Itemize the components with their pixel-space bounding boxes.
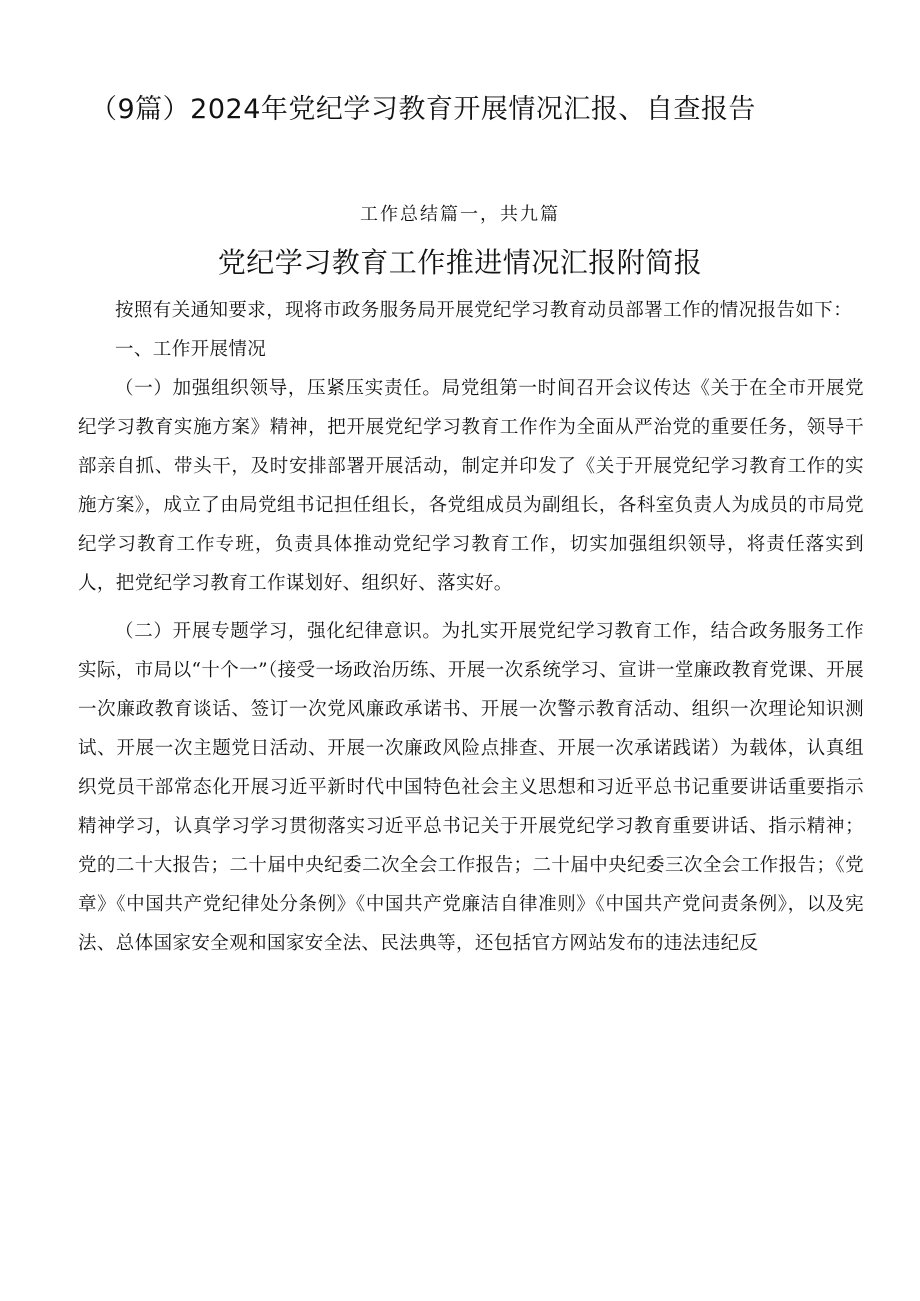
intro-paragraph: 按照有关通知要求，现将市政务服务局开展党纪学习教育动员部署工作的情况报告如下： [115, 300, 853, 321]
report-title: 党纪学习教育工作推进情况汇报附简报 [217, 246, 703, 279]
part-label: 工作总结篇一，共九篇 [360, 204, 560, 225]
paragraph-organization: （一）加强组织领导，压紧压实责任。局党组第一时间召开会议传达《关于在全市开展党纪学习教育实施方案》精神，把开展党纪学习教育工作作为全面从严治党的重要任务，领导干部亲自抓、带头干，及时安排部署开展活动，制定并印发了《关于开展党纪学习教育工作的实施方案》，成立了由局党组书记担任组长，各党组成员为副组长，各科室负责人为成员的市局党纪学习教育工作专班，负责具体推动党纪学习教育工作，切实加强组织领导，将责任落实到人，把党纪学习教育工作谋划好、组织好、落实好。 [78, 378, 864, 594]
section-heading: 一、工作开展情况 [115, 339, 267, 360]
paragraph-study: （二）开展专题学习，强化纪律意识。为扎实开展党纪学习教育工作，结合政务服务工作实际，市局以“十个一”（接受一场政治历练、开展一次系统学习、宣讲一堂廉政教育党课、开展一次廉政教育谈话、签订一次党风廉政承诺书、开展一次警示教育活动、组织一次理论知识测试、开展一次主题党日活动、开展一次廉政风险点排查、开展一次承诺践诺）为载体，认真组织党员干部常态化开展习近平新时代中国特色社会主义思想和习近平总书记重要讲话重要指示精神学习，认真学习学习贯彻落实习近平总书记关于开展党纪学习教育重要讲话、指示精神；党的二十大报告；二十届中央纪委二次全会工作报告；二十届中央纪委三次全会工作报告；《党章》《中国共产党纪律处分条例》《中国共产党廉洁自律准则》《中国共产党问责条例》，以及宪法、总体国家安全观和国家安全法、民法典等，还包括官方网站发布的违法违纪反 [78, 621, 864, 954]
document-body [78, 291, 864, 963]
document-title: （9篇）2024年党纪学习教育开展情况汇报、自查报告 [90, 94, 756, 125]
